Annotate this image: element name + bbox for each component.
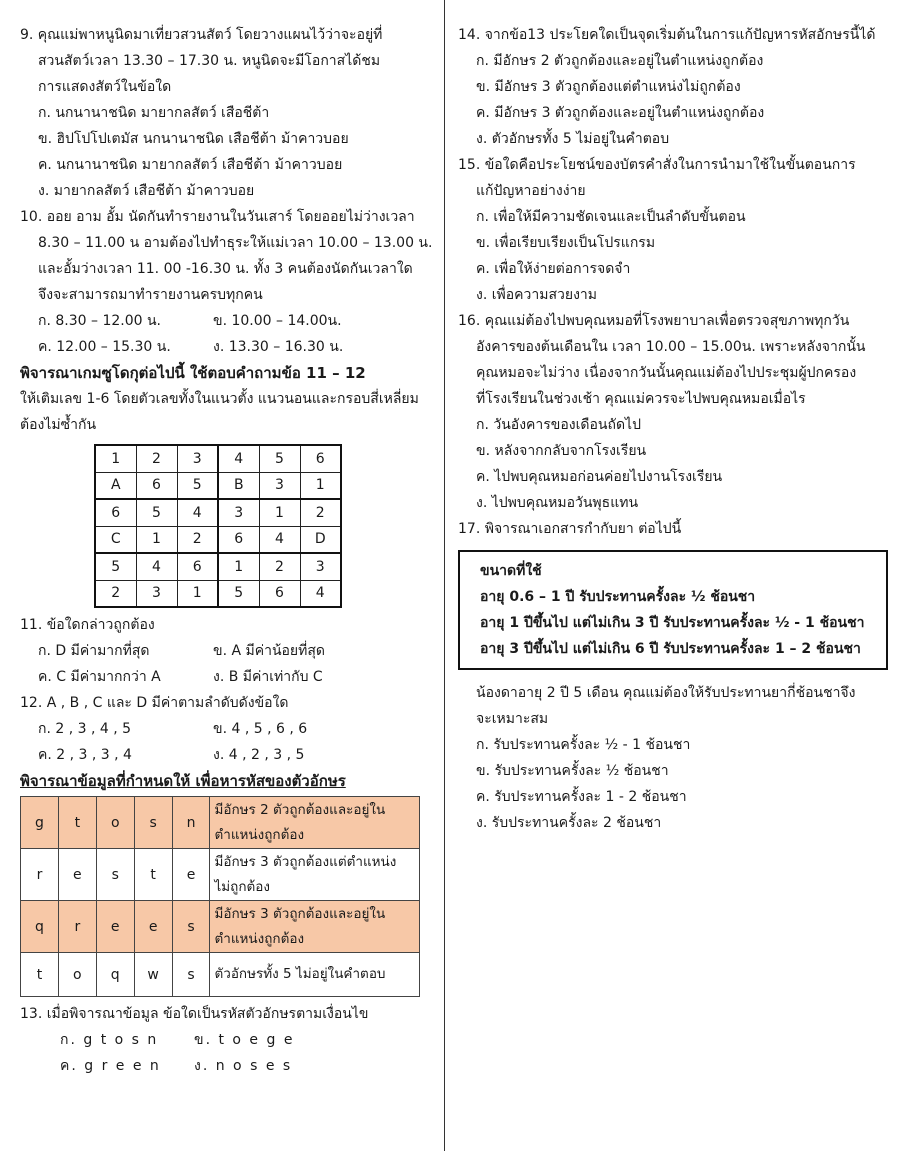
sudoku-cell: 4 xyxy=(218,445,259,472)
question-9 xyxy=(20,22,425,204)
sudoku-cell: 6 xyxy=(218,526,259,553)
question-12-choice-c[interactable]: ค. 2 , 3 , 3 , 4 xyxy=(38,747,132,763)
question-15-choice-d[interactable]: ง. เพื่อความสวยงาม xyxy=(476,287,598,303)
sudoku-row xyxy=(95,472,341,499)
cipher-clue xyxy=(210,953,420,997)
question-17 xyxy=(458,516,888,836)
cipher-letter: e xyxy=(96,901,134,953)
sudoku-cell: 5 xyxy=(95,553,136,580)
sudoku-section xyxy=(20,360,425,608)
question-12-choice-b[interactable]: ข. 4 , 5 , 6 , 6 xyxy=(213,721,308,737)
cipher-clue-line: มีอักษร 2 ตัวถูกต้องและอยู่ใน xyxy=(214,801,386,818)
question-12-choice-a[interactable]: ก. 2 , 3 , 4 , 5 xyxy=(38,721,132,737)
question-10-choice-c[interactable]: ค. 12.00 – 15.30 น. xyxy=(38,339,171,355)
cipher-letter: n xyxy=(172,797,210,849)
cipher-letter: o xyxy=(96,797,134,849)
question-10 xyxy=(20,204,433,360)
sudoku-cell: 1 xyxy=(218,553,259,580)
cipher-row xyxy=(21,797,420,849)
question-9-stem: 9. คุณแม่พาหนูนิดมาเที่ยวสวนสัตว์ โดยวางแผนไว้ว่าจะอยู่ที่ xyxy=(20,27,383,43)
question-12-choice-row xyxy=(20,742,425,768)
question-16 xyxy=(458,308,888,516)
cipher-clue-line: ตัวอักษรทั้ง 5 ไม่อยู่ในคำตอบ xyxy=(214,966,386,982)
question-17-prompt: น้องดาอายุ 2 ปี 5 เดือน คุณแม่ต้องให้รับประทานยากี่ช้อนชาจึง xyxy=(476,685,856,701)
question-13-choice-a[interactable]: ก. g t o s n xyxy=(60,1032,159,1048)
dosage-title: ขนาดที่ใช้ xyxy=(480,563,542,579)
sudoku-cell: 5 xyxy=(136,499,177,526)
sudoku-row xyxy=(95,553,341,580)
cipher-letter: q xyxy=(96,953,134,997)
question-15 xyxy=(458,152,888,308)
cipher-letter: t xyxy=(21,953,59,997)
question-11-choice-b[interactable]: ข. A มีค่าน้อยที่สุด xyxy=(213,643,325,659)
cipher-letter: s xyxy=(96,849,134,901)
sudoku-cell: 4 xyxy=(177,499,218,526)
question-12-stem: 12. A , B , C และ D มีค่าตามลำดับดังข้อใด xyxy=(20,695,289,711)
question-11-choice-row xyxy=(20,638,425,664)
question-13 xyxy=(20,1001,425,1079)
sudoku-cell: 6 xyxy=(136,472,177,499)
question-9-choice-d[interactable]: ง. มายากลสัตว์ เสือชีต้า ม้าคาวบอย xyxy=(38,183,255,199)
cipher-letter: r xyxy=(58,901,96,953)
question-17-choice-d[interactable]: ง. รับประทานครั้งละ 2 ช้อนชา xyxy=(476,815,662,831)
sudoku-cell: 1 xyxy=(177,580,218,607)
sudoku-cell: 2 xyxy=(177,526,218,553)
cipher-clue-line: ตำแหน่งถูกต้อง xyxy=(214,930,305,947)
dosage-box xyxy=(458,550,888,670)
sudoku-cell: 5 xyxy=(177,472,218,499)
cipher-letter: q xyxy=(21,901,59,953)
question-11-choice-a[interactable]: ก. D มีค่ามากที่สุด xyxy=(38,643,150,659)
sudoku-instructions: ให้เติมเลข 1-6 โดยตัวเลขทั้งในแนวตั้ง แนวนอนและกรอบสี่เหลี่ยม xyxy=(20,391,419,407)
cipher-row xyxy=(21,953,420,997)
sudoku-cell: 6 xyxy=(259,580,300,607)
sudoku-cell: 4 xyxy=(259,526,300,553)
cipher-clue-line: ไม่ถูกต้อง xyxy=(214,878,270,895)
cipher-letter: t xyxy=(58,797,96,849)
question-14-choice-c[interactable]: ค. มีอักษร 3 ตัวถูกต้องและอยู่ในตำแหน่งถูกต้อง xyxy=(476,105,765,121)
question-11-choice-c[interactable]: ค. C มีค่ามากกว่า A xyxy=(38,669,161,685)
question-10-choice-a[interactable]: ก. 8.30 – 12.00 น. xyxy=(38,313,161,329)
sudoku-cell: 4 xyxy=(136,553,177,580)
sudoku-cell: 3 xyxy=(259,472,300,499)
sudoku-cell: 3 xyxy=(136,580,177,607)
question-15-choice-b[interactable]: ข. เพื่อเรียบเรียงเป็นโปรแกรม xyxy=(476,235,656,251)
sudoku-cell: 2 xyxy=(259,553,300,580)
sudoku-cell: 1 xyxy=(95,445,136,472)
cipher-clue xyxy=(210,797,420,849)
right-column xyxy=(458,22,888,836)
question-12-choice-row xyxy=(20,716,425,742)
question-9-choice-c[interactable]: ค. นกนานาชนิด มายากลสัตว์ เสือชีต้า ม้าคาวบอย xyxy=(38,157,343,173)
cipher-clue xyxy=(210,849,420,901)
sudoku-cell: 1 xyxy=(259,499,300,526)
cipher-letter: t xyxy=(134,849,172,901)
question-16-stem: คุณหมอจะไม่ว่าง เนื่องจากวันนั้นคุณแม่ต้องไปประชุมผู้ปกครอง xyxy=(476,365,857,381)
sudoku-row xyxy=(95,580,341,607)
sudoku-cell: 1 xyxy=(136,526,177,553)
question-13-stem: 13. เมื่อพิจารณาข้อมูล ข้อใดเป็นรหัสตัวอักษรตามเงื่อนไข xyxy=(20,1006,369,1022)
question-10-choice-b[interactable]: ข. 10.00 – 14.00น. xyxy=(213,313,342,329)
sudoku-cell: 3 xyxy=(177,445,218,472)
left-column xyxy=(20,22,433,1079)
sudoku-row xyxy=(95,526,341,553)
question-16-stem: 16. คุณแม่ต้องไปพบคุณหมอที่โรงพยาบาลเพื่อตรวจสุขภาพทุกวัน xyxy=(458,313,850,329)
sudoku-heading: พิจารณาเกมซูโดกุต่อไปนี้ ใช้ตอบคำถามข้อ 11 – 12 xyxy=(20,364,366,382)
sudoku-cell: 2 xyxy=(136,445,177,472)
cipher-clue-line: มีอักษร 3 ตัวถูกต้องแต่ตำแหน่ง xyxy=(214,853,397,870)
question-10-stem: 8.30 – 11.00 น อามต้องไปทำธุระให้แม่เวลา 10.00 – 13.00 น. xyxy=(38,235,433,251)
question-12-choice-d[interactable]: ง. 4 , 2 , 3 , 5 xyxy=(213,747,305,763)
sudoku-row xyxy=(95,445,341,472)
cipher-letter: e xyxy=(58,849,96,901)
sudoku-cell: 2 xyxy=(95,580,136,607)
dosage-line: อายุ 3 ปีขึ้นไป แต่ไม่เกิน 6 ปี รับประทานครั้งละ 1 – 2 ช้อนชา xyxy=(480,641,861,657)
question-10-choice-row xyxy=(20,334,425,360)
question-16-stem: อังคารของต้นเดือนใน เวลา 10.00 – 15.00น. เพราะหลังจากนั้น xyxy=(476,339,866,355)
sudoku-cell: A xyxy=(95,472,136,499)
sudoku-cell: C xyxy=(95,526,136,553)
cipher-heading: พิจารณาข้อมูลที่กำหนดให้ เพื่อหารหัสของตัวอักษร xyxy=(20,772,346,790)
sudoku-cell: 3 xyxy=(218,499,259,526)
sudoku-cell: 4 xyxy=(300,580,341,607)
question-12 xyxy=(20,690,425,768)
cipher-letter: s xyxy=(172,953,210,997)
question-10-stem: 10. ออย อาม อั้ม นัดกันทำรายงานในวันเสาร์ โดยออยไม่ว่างเวลา xyxy=(20,209,415,225)
cipher-letter: e xyxy=(172,849,210,901)
question-11 xyxy=(20,612,425,690)
question-10-choice-d[interactable]: ง. 13.30 – 16.30 น. xyxy=(213,339,344,355)
question-9-choice-b[interactable]: ข. ฮิปโปโปเตมัส นกนานาชนิด เสือชีต้า ม้าคาวบอย xyxy=(38,131,349,147)
question-15-stem: 15. ข้อใดคือประโยชน์ของบัตรคำสั่งในการนำมาใช้ในขั้นตอนการ xyxy=(458,157,856,173)
cipher-table xyxy=(20,796,420,997)
question-9-choice-a[interactable]: ก. นกนานาชนิด มายากลสัตว์ เสือชีต้า xyxy=(38,105,270,121)
question-11-choice-d[interactable]: ง. B มีค่าเท่ากับ C xyxy=(213,669,323,685)
sudoku-cell: 5 xyxy=(218,580,259,607)
cipher-section xyxy=(20,768,425,997)
cipher-clue xyxy=(210,901,420,953)
cipher-row xyxy=(21,849,420,901)
dosage-line: อายุ 1 ปีขึ้นไป แต่ไม่เกิน 3 ปี รับประทานครั้งละ ½ - 1 ช้อนชา xyxy=(480,615,865,631)
question-10-choice-row xyxy=(20,308,425,334)
question-14 xyxy=(458,22,888,152)
question-16-choice-d[interactable]: ง. ไปพบคุณหมอวันพุธแทน xyxy=(476,495,639,511)
question-13-choice-row xyxy=(20,1027,425,1053)
question-13-choice-b[interactable]: ข. t o e g e xyxy=(194,1032,295,1048)
question-13-choice-c[interactable]: ค. g r e e n xyxy=(60,1058,161,1074)
cipher-letter: s xyxy=(172,901,210,953)
question-9-stem: สวนสัตว์เวลา 13.30 – 17.30 น. หนูนิดจะมีโอกาสได้ชม xyxy=(38,53,381,69)
question-14-choice-d[interactable]: ง. ตัวอักษรทั้ง 5 ไม่อยู่ในคำตอบ xyxy=(476,131,670,147)
question-13-choice-row xyxy=(20,1053,425,1079)
column-divider xyxy=(444,0,445,1151)
question-16-choice-a[interactable]: ก. วันอังคารของเดือนถัดไป xyxy=(476,417,641,433)
question-16-choice-b[interactable]: ข. หลังจากกลับจากโรงเรียน xyxy=(476,443,647,459)
cipher-letter: r xyxy=(21,849,59,901)
question-14-choice-b[interactable]: ข. มีอักษร 3 ตัวถูกต้องแต่ตำแหน่งไม่ถูกต้อง xyxy=(476,79,741,95)
cipher-row xyxy=(21,901,420,953)
question-15-choice-c[interactable]: ค. เพื่อให้ง่ายต่อการจดจำ xyxy=(476,261,631,277)
question-17-choice-a[interactable]: ก. รับประทานครั้งละ ½ - 1 ช้อนชา xyxy=(476,737,691,753)
cipher-letter: w xyxy=(134,953,172,997)
sudoku-cell: D xyxy=(300,526,341,553)
question-14-choice-a[interactable]: ก. มีอักษร 2 ตัวถูกต้องและอยู่ในตำแหน่งถูกต้อง xyxy=(476,53,764,69)
sudoku-grid xyxy=(94,444,342,608)
question-15-choice-a[interactable]: ก. เพื่อให้มีความชัดเจนและเป็นลำดับขั้นตอน xyxy=(476,209,746,225)
question-16-choice-c[interactable]: ค. ไปพบคุณหมอก่อนค่อยไปงานโรงเรียน xyxy=(476,469,723,485)
sudoku-cell: B xyxy=(218,472,259,499)
question-16-stem: ที่โรงเรียนในช่วงเช้า คุณแม่ควรจะไปพบคุณหมอเมื่อไร xyxy=(476,391,806,407)
cipher-clue-line: ตำแหน่งถูกต้อง xyxy=(214,826,305,843)
sudoku-cell: 3 xyxy=(300,553,341,580)
question-9-stem: การแสดงสัตว์ในข้อใด xyxy=(38,79,172,95)
sudoku-cell: 6 xyxy=(300,445,341,472)
question-13-choice-d[interactable]: ง. n o s e s xyxy=(194,1058,293,1074)
sudoku-cell: 6 xyxy=(177,553,218,580)
cipher-letter: g xyxy=(21,797,59,849)
cipher-letter: o xyxy=(58,953,96,997)
sudoku-cell: 6 xyxy=(95,499,136,526)
sudoku-cell: 2 xyxy=(300,499,341,526)
sudoku-row xyxy=(95,499,341,526)
question-17-choice-b[interactable]: ข. รับประทานครั้งละ ½ ช้อนชา xyxy=(476,763,669,779)
cipher-letter: e xyxy=(134,901,172,953)
question-14-stem: 14. จากข้อ13 ประโยคใดเป็นจุดเริ่มต้นในการแก้ปัญหารหัสอักษรนี้ได้ xyxy=(458,27,876,43)
cipher-clue-line: มีอักษร 3 ตัวถูกต้องและอยู่ใน xyxy=(214,905,386,922)
question-15-stem: แก้ปัญหาอย่างง่าย xyxy=(476,183,586,199)
question-17-stem: 17. พิจารณาเอกสารกำกับยา ต่อไปนี้ xyxy=(458,521,682,537)
question-11-choice-row xyxy=(20,664,425,690)
question-10-stem: และอั้มว่างเวลา 11. 00 -16.30 น. ทั้ง 3 คนต้องนัดกันเวลาใด xyxy=(38,261,413,277)
dosage-line: อายุ 0.6 – 1 ปี รับประทานครั้งละ ½ ช้อนชา xyxy=(480,589,756,605)
sudoku-instructions: ต้องไม่ซ้ำกัน xyxy=(20,417,97,433)
question-11-stem: 11. ข้อใดกล่าวถูกต้อง xyxy=(20,617,155,633)
question-17-choice-c[interactable]: ค. รับประทานครั้งละ 1 - 2 ช้อนชา xyxy=(476,789,687,805)
sudoku-cell: 5 xyxy=(259,445,300,472)
question-17-prompt: จะเหมาะสม xyxy=(476,711,549,727)
question-10-stem: จึงจะสามารถมาทำรายงานครบทุกคน xyxy=(38,287,263,303)
sudoku-cell: 1 xyxy=(300,472,341,499)
cipher-letter: s xyxy=(134,797,172,849)
